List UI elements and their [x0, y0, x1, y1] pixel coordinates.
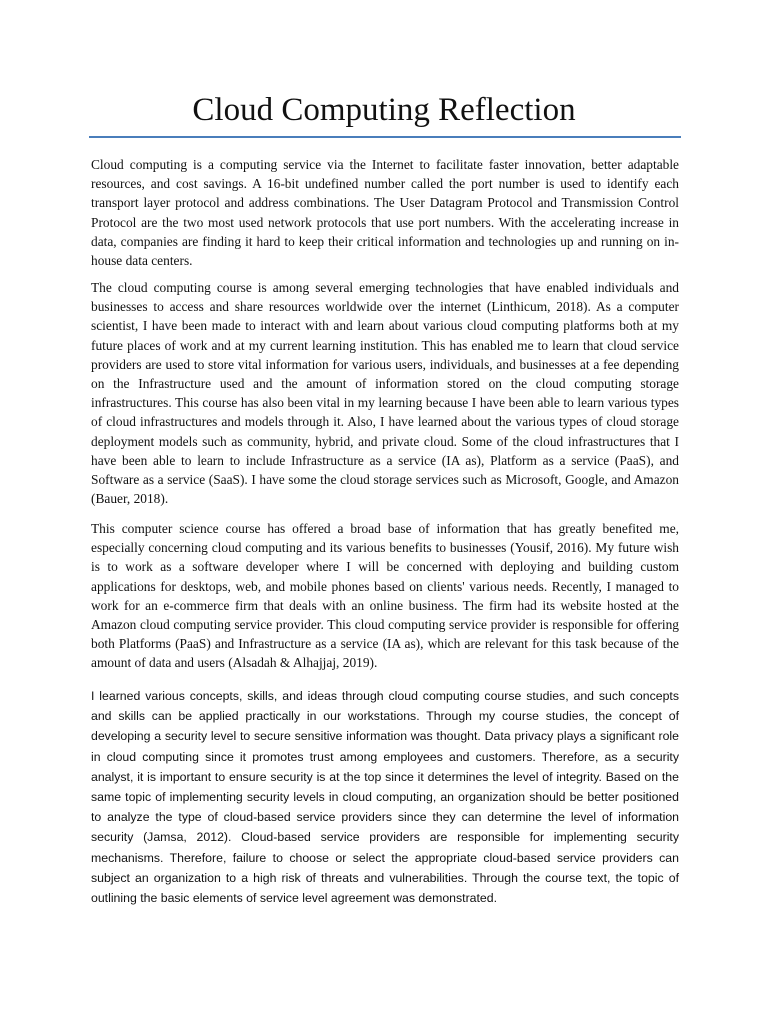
paragraph-career-application: This computer science course has offered a broad base of information that has greatly benefited me, especially concerning cloud computing and its various benefits to businesses (Yousif, 2016). My future wish is to work as a software developer where I will be concerned with deploying and building custom applications for desktops, web, and mobile phones based on clients' various needs. Recently, I managed to work for an e-commerce firm that deals with an online business. The firm had its website hosted at the Amazon cloud computing service provider. This cloud computing service provider is responsible for offering both Platforms (PaaS) and Infrastructure as a service (IA as), which are relevant for this task because of the amount of data and users (Alsadah & Alhajjaj, 2019).	[91, 521, 679, 671]
page-title: Cloud Computing Reflection	[192, 92, 576, 128]
paragraph-security-concepts: I learned various concepts, skills, and ideas through cloud computing course studies, and such concepts and skills can be applied practically in our workstations. Through my course studies, the concept of developing a security level to secure sensitive information was thought. Data privacy plays a significant role in cloud computing since it promotes trust among employees and customers. Therefore, as a security analyst, it is important to ensure security is at the top since it determines the level of integrity. Based on the same topic of implementing security levels in cloud computing, an organization should be better positioned to analyze the type of cloud-based service providers since they can determine the level of information security (Jamsa, 2012). Cloud-based service providers are responsible for implementing security mechanisms. Therefore, failure to choose or select the appropriate cloud-based service providers can subject an organization to a high risk of threats and vulnerabilities. Through the course text, the topic of outlining the basic elements of service level agreement was demonstrated.	[91, 689, 679, 906]
title-divider	[89, 136, 681, 138]
paragraph-intro: Cloud computing is a computing service via the Internet to facilitate faster innovation, better adaptable resources, and cost savings. A 16-bit undefined number called the port number is used to identify each transport layer protocol and address combinations. The User Datagram Protocol and Transmission Control Protocol are the two most used network protocols that use port numbers. With the accelerating increase in data, companies are finding it hard to keep their critical information and technologies up and running on in-house data centers.	[91, 157, 679, 269]
paragraph-course-overview: The cloud computing course is among several emerging technologies that have enabled individuals and businesses to access and share resources worldwide over the internet (Linthicum, 2018). As a computer scientist, I have been made to interact with and learn about various cloud computing platforms both at my future places of work and at my current learning institution. This has enabled me to learn that cloud service providers are used to store vital information for various users, individuals, and businesses at a fee depending on the Infrastructure used and the amount of information stored on the cloud computing storage infrastructures. This course has also been vital in my learning because I have been able to learn various types of cloud infrastructures and models through it. Also, I have learned about the various types of cloud storage deployment models such as community, hybrid, and private cloud. Some of the cloud infrastructures that I have been able to learn to include Infrastructure as a service (IA as), Platform as a service (PaaS), and Software as a service (SaaS). I have some the cloud storage services such as Microsoft, Google, and Amazon (Bauer, 2018).	[91, 280, 679, 507]
